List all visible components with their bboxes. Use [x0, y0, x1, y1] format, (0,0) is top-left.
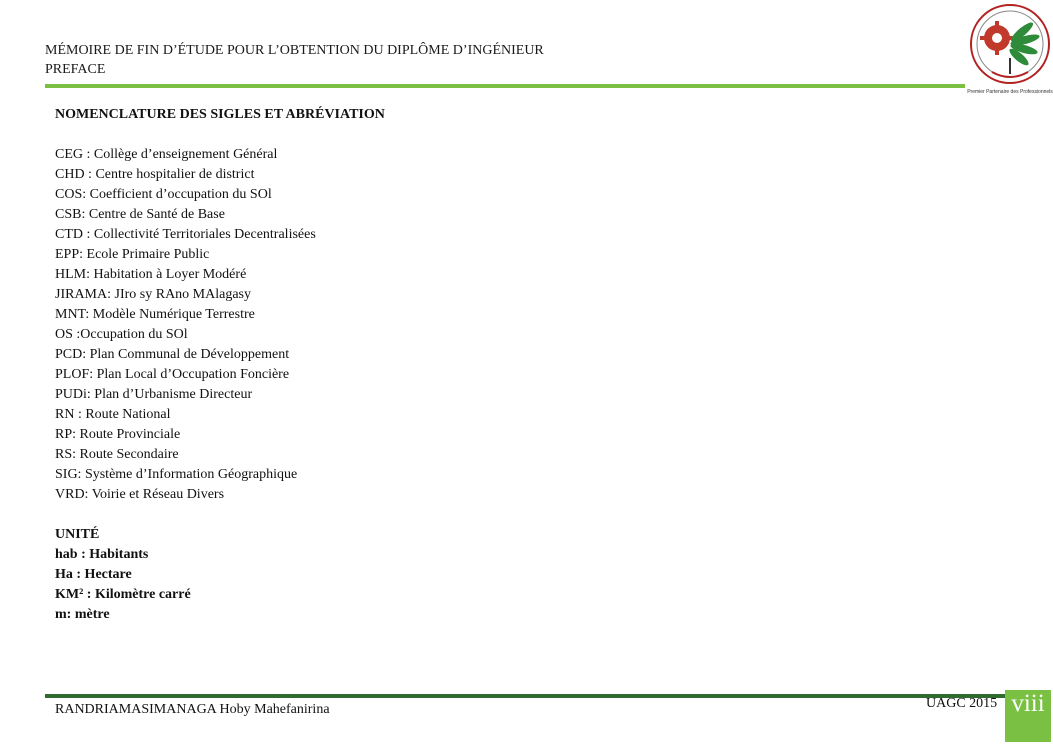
footer-divider: [45, 694, 1005, 698]
abbreviation-item: PUDi: Plan d’Urbanisme Directeur: [55, 387, 253, 402]
footer-author: RANDRIAMASIMANAGA Hoby Mahefanirina: [55, 702, 330, 717]
abbreviation-item: SIG: Système d’Information Géographique: [55, 467, 298, 482]
abbreviation-item: EPP: Ecole Primaire Public: [55, 247, 210, 262]
abbreviation-item: PLOF: Plan Local d’Occupation Foncière: [55, 367, 290, 382]
units-title: UNITÉ: [55, 527, 100, 542]
abbreviation-item: VRD: Voirie et Réseau Divers: [55, 487, 225, 502]
abbreviation-item: RP: Route Provinciale: [55, 427, 181, 442]
document-header-section: PREFACE: [45, 62, 106, 77]
abbreviation-item: COS: Coefficient d’occupation du SOl: [55, 187, 272, 202]
abbreviation-item: CSB: Centre de Santé de Base: [55, 207, 225, 222]
abbreviation-item: HLM: Habitation à Loyer Modéré: [55, 267, 247, 282]
logo-caption: Premier Partenaire des Professionnels: [967, 89, 1053, 95]
abbreviation-item: OS :Occupation du SOl: [55, 327, 188, 342]
unit-item: Ha : Hectare: [55, 567, 132, 582]
abbreviation-item: CEG : Collège d’enseignement Général: [55, 147, 278, 162]
units-list: [55, 545, 385, 625]
header-divider: [45, 84, 965, 88]
school-logo: [967, 2, 1053, 96]
abbreviation-item: MNT: Modèle Numérique Terrestre: [55, 307, 255, 322]
nomenclature-title: NOMENCLATURE DES SIGLES ET ABRÉVIATION: [55, 107, 385, 122]
abbreviation-item: CTD : Collectivité Territoriales Decentralisées: [55, 227, 316, 242]
document-header-title: MÉMOIRE DE FIN D’ÉTUDE POUR L’OBTENTION DU DIPLÔME D’INGÉNIEUR: [45, 43, 544, 58]
abbreviation-item: JIRAMA: JIro sy RAno MAlagasy: [55, 287, 251, 302]
footer-org-year: UAGC 2015: [926, 696, 998, 711]
abbreviation-item: RN : Route National: [55, 407, 171, 422]
page-content: [55, 105, 385, 625]
page-number: viii: [1005, 690, 1051, 742]
abbreviation-item: RS: Route Secondaire: [55, 447, 179, 462]
nomenclature-list: [55, 145, 385, 505]
abbreviation-item: CHD : Centre hospitalier de district: [55, 167, 255, 182]
unit-item: hab : Habitants: [55, 547, 149, 562]
unit-item: m: mètre: [55, 607, 110, 622]
unit-item: KM² : Kilomètre carré: [55, 587, 191, 602]
abbreviation-item: PCD: Plan Communal de Développement: [55, 347, 290, 362]
